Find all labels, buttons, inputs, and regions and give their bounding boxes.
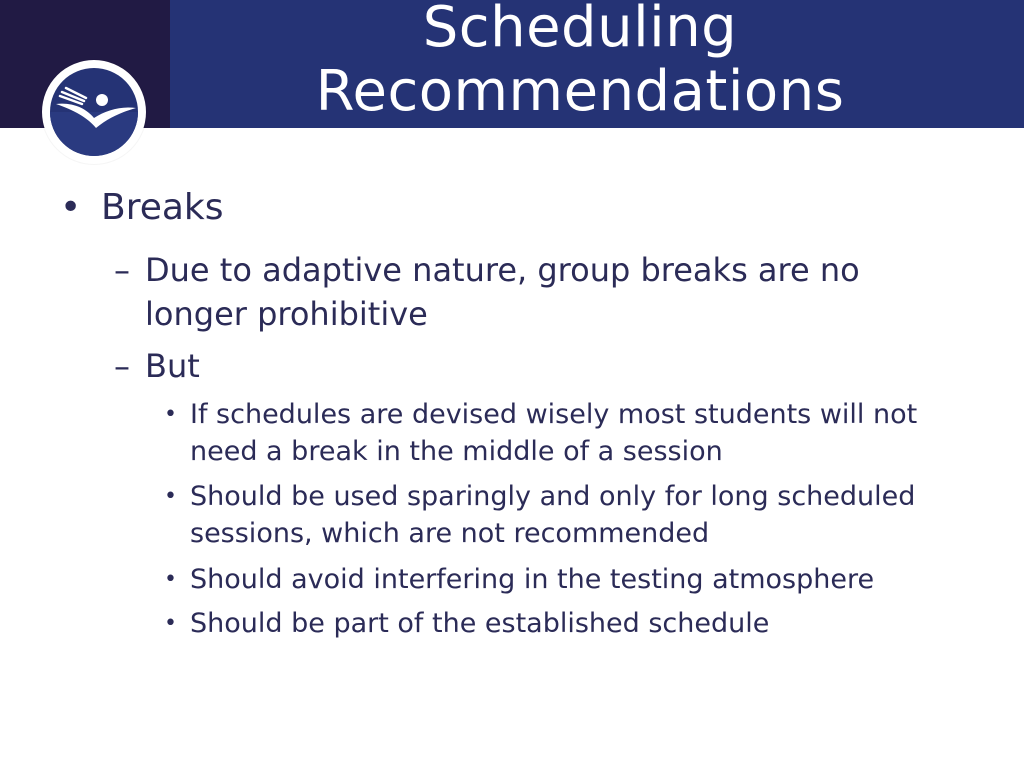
- bullet-text: Breaks: [101, 187, 224, 228]
- sub-bullet-marker: –: [114, 347, 130, 385]
- point-text: Should be part of the established schedule: [190, 608, 770, 639]
- point-marker: •: [164, 567, 177, 592]
- title-bar: [0, 0, 1024, 128]
- logo: [42, 60, 146, 164]
- sub-bullet-marker: –: [114, 251, 130, 289]
- slide-title: [170, 0, 990, 124]
- point-text: Should be used sparingly and only for long scheduled sessions, which are not recommended: [190, 481, 916, 549]
- slide-title-line-1: Scheduling: [422, 0, 738, 60]
- reading-person-logo-icon: [42, 60, 146, 164]
- point-marker: •: [164, 484, 177, 509]
- slide-title-line-2: Recommendations: [315, 59, 845, 124]
- sub-bullet-text: Due to adaptive nature, group breaks are no longer prohibitive: [145, 251, 860, 333]
- point-marker: •: [164, 611, 177, 636]
- sub-bullet-text: But: [145, 347, 200, 385]
- point-text: If schedules are devised wisely most students will not need a break in the middle of a session: [190, 399, 918, 467]
- bullet-marker: •: [60, 187, 82, 228]
- point-text: Should avoid interfering in the testing atmosphere: [190, 564, 875, 595]
- point-marker: •: [164, 402, 177, 427]
